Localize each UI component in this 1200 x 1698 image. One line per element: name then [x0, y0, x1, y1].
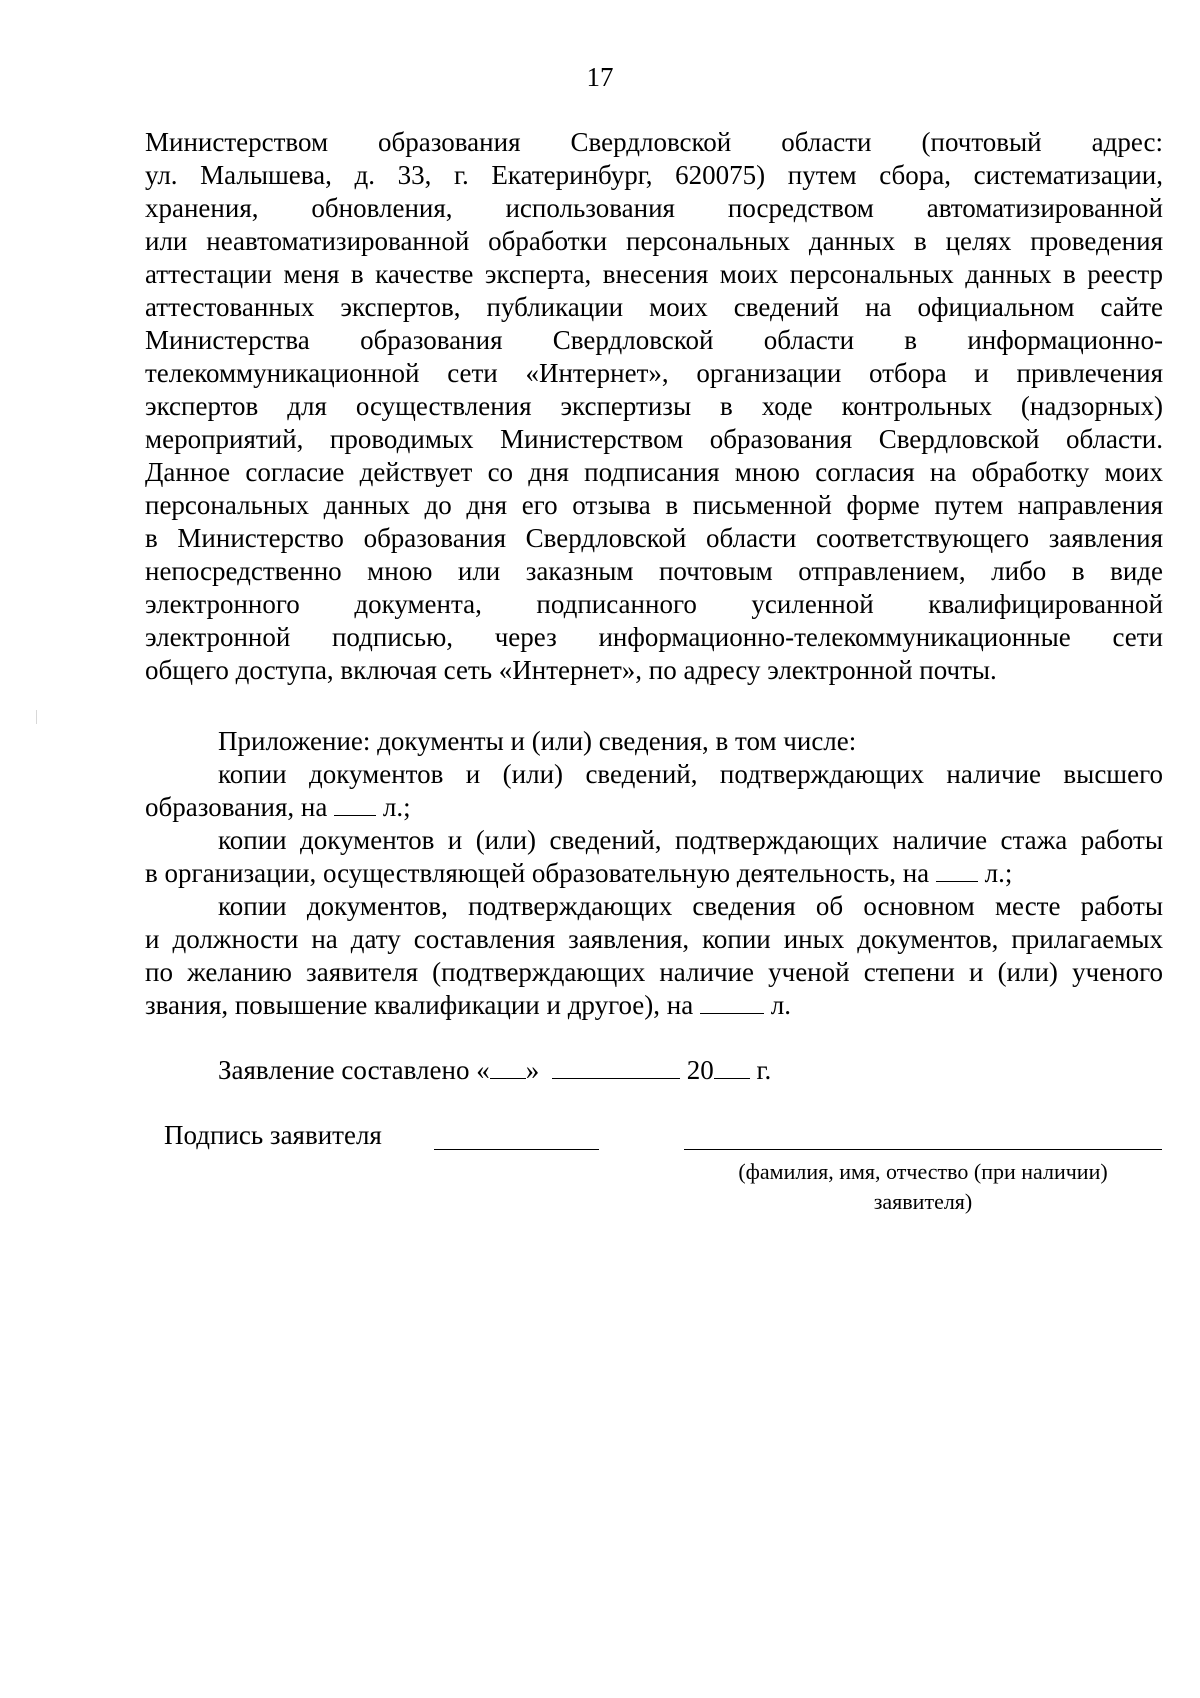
attachment-text: л.;	[382, 792, 411, 822]
body-line: аттестованных экспертов, публикации моих сведений на официальном сайте	[145, 292, 1163, 322]
body-line: общего доступа, включая сеть «Интернет», по адресу электронной почты.	[145, 655, 997, 685]
caption-line: заявителя)	[873, 1189, 973, 1214]
attachment-text: звания, повышение квалификации и другое), на	[145, 990, 694, 1020]
month-blank[interactable]	[552, 1056, 680, 1079]
attachments-heading: Приложение: документы и (или) сведения, в том числе:	[218, 726, 857, 756]
attachment-item-work-experience: копии документов и (или) сведений, подтверждающих наличие стажа работы	[218, 825, 1163, 855]
statement-date-close-quote: »	[525, 1055, 540, 1085]
attachment-item-other-docs: копии документов, подтверждающих сведения об основном месте работы	[218, 891, 1163, 921]
caption-line: (фамилия, имя, отчество (при наличии)	[738, 1159, 1108, 1184]
signature-label: Подпись заявителя	[164, 1120, 382, 1150]
page-count-blank[interactable]	[936, 859, 978, 882]
page-count-blank[interactable]	[334, 793, 376, 816]
year-blank[interactable]	[714, 1056, 750, 1079]
page-number: 17	[586, 62, 614, 92]
body-line: аттестации меня в качестве эксперта, внесения моих персональных данных в реестр	[145, 259, 1163, 289]
statement-date-suffix: г.	[756, 1055, 772, 1085]
body-line: мероприятий, проводимых Министерством образования Свердловской области.	[145, 424, 1163, 454]
statement-date-line	[218, 1054, 771, 1087]
body-line: хранения, обновления, использования посредством автоматизированной	[145, 193, 1163, 223]
body-line: или неавтоматизированной обработки персональных данных в целях проведения	[145, 226, 1163, 256]
attachment-item-other-docs-pages	[145, 989, 1163, 1022]
statement-date-prefix: Заявление составлено «	[218, 1055, 490, 1085]
body-line: Министерства образования Свердловской области в информационно-	[145, 325, 1163, 355]
body-line: Данное согласие действует со дня подписания мною согласия на обработку моих	[145, 457, 1163, 487]
applicant-name-caption	[684, 1157, 1162, 1217]
attachment-text: л.;	[984, 858, 1013, 888]
body-line: экспертов для осуществления экспертизы в ходе контрольных (надзорных)	[145, 391, 1163, 421]
attachment-text: образования, на	[145, 792, 328, 822]
body-line: электронного документа, подписанного усиленной квалифицированной	[145, 589, 1163, 619]
body-line: в Министерство образования Свердловской области соответствующего заявления	[145, 523, 1163, 553]
body-line: персональных данных до дня его отзыва в письменной форме путем направления	[145, 490, 1163, 520]
attachment-item-higher-education-pages	[145, 791, 1163, 824]
attachment-item-work-experience-pages	[145, 857, 1163, 890]
page-count-blank[interactable]	[700, 991, 764, 1014]
body-line: электронной подписью, через информационно-телекоммуникационные сети	[145, 622, 1163, 652]
body-line: непосредственно мною или заказным почтовым отправлением, либо в виде	[145, 556, 1163, 586]
consent-paragraph	[145, 126, 1163, 687]
attachment-text: в организации, осуществляющей образовательную деятельность, на	[145, 858, 930, 888]
attachment-item-other-docs-line: по желанию заявителя (подтверждающих наличие ученой степени и (или) ученого	[145, 957, 1163, 987]
body-line: Министерством образования Свердловской области (почтовый адрес:	[145, 127, 1163, 157]
day-blank[interactable]	[490, 1056, 526, 1079]
scan-artifact	[36, 710, 37, 724]
year-prefix: 20	[686, 1055, 714, 1085]
attachment-item-higher-education: копии документов и (или) сведений, подтверждающих наличие высшего	[218, 759, 1163, 789]
applicant-name-field[interactable]	[684, 1149, 1162, 1150]
attachment-text: л.	[770, 990, 791, 1020]
attachments-section	[145, 725, 1163, 1022]
attachment-item-other-docs-line: и должности на дату составления заявления, копии иных документов, прилагаемых	[145, 924, 1163, 954]
signature-field[interactable]	[434, 1149, 599, 1150]
body-line: ул. Малышева, д. 33, г. Екатеринбург, 620075) путем сбора, систематизации,	[145, 160, 1163, 190]
body-line: телекоммуникационной сети «Интернет», организации отбора и привлечения	[145, 358, 1163, 388]
